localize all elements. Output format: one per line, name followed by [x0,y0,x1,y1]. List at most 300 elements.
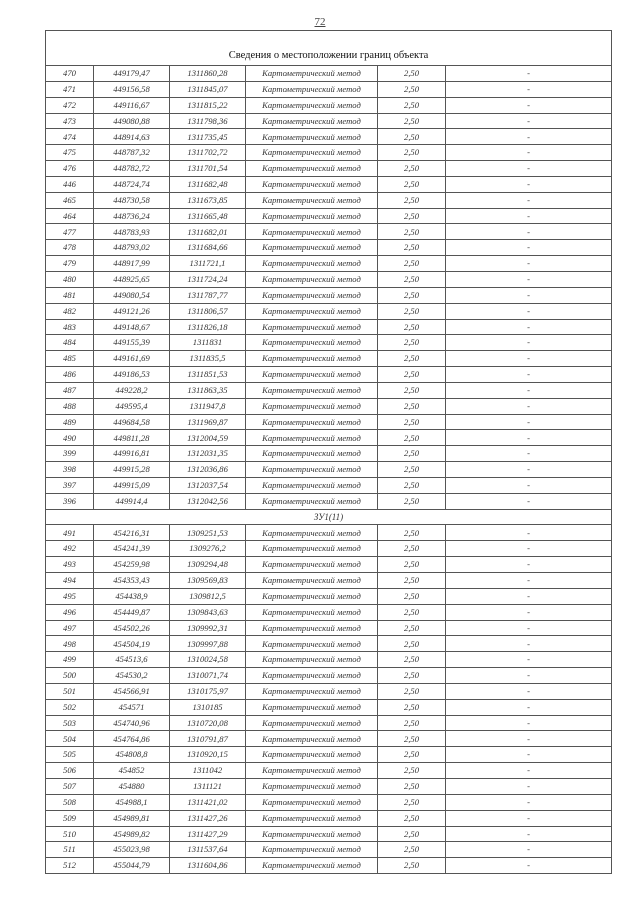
page-number: 72 [314,16,326,28]
description-cell: - [446,620,612,636]
point-number-cell: 472 [46,97,94,113]
table-body [46,31,612,874]
point-number-cell: 446 [46,176,94,192]
y-coordinate-cell: 1311682,01 [170,224,246,240]
method-cell: Картометрический метод [246,129,378,145]
point-number-cell: 501 [46,683,94,699]
point-number-cell: 507 [46,778,94,794]
description-cell: - [446,319,612,335]
method-cell: Картометрический метод [246,715,378,731]
y-coordinate-cell: 1310185 [170,699,246,715]
x-coordinate-cell: 448783,93 [94,224,170,240]
table-row [46,351,612,367]
point-number-cell: 510 [46,826,94,842]
y-coordinate-cell: 1312031,35 [170,446,246,462]
point-number-cell: 396 [46,493,94,509]
method-cell: Картометрический метод [246,97,378,113]
table-row [46,335,612,351]
point-number-cell: 464 [46,208,94,224]
accuracy-cell: 2,50 [378,335,446,351]
accuracy-cell: 2,50 [378,668,446,684]
x-coordinate-cell: 454880 [94,778,170,794]
table-row [46,636,612,652]
method-cell: Картометрический метод [246,240,378,256]
x-coordinate-cell: 454852 [94,763,170,779]
point-number-cell: 492 [46,541,94,557]
accuracy-cell: 2,50 [378,541,446,557]
description-cell: - [446,335,612,351]
y-coordinate-cell: 1311947,8 [170,398,246,414]
description-cell: - [446,240,612,256]
y-coordinate-cell: 1311604,86 [170,858,246,874]
y-coordinate-cell: 1312037,54 [170,477,246,493]
accuracy-cell: 2,50 [378,810,446,826]
point-number-cell: 498 [46,636,94,652]
method-cell: Картометрический метод [246,398,378,414]
accuracy-cell: 2,50 [378,636,446,652]
y-coordinate-cell: 1311787,77 [170,287,246,303]
method-cell: Картометрический метод [246,256,378,272]
x-coordinate-cell: 454259,98 [94,557,170,573]
point-number-cell: 471 [46,81,94,97]
description-cell: - [446,604,612,620]
method-cell: Картометрический метод [246,192,378,208]
x-coordinate-cell: 448724,74 [94,176,170,192]
y-coordinate-cell: 1309276,2 [170,541,246,557]
y-coordinate-cell: 1311798,36 [170,113,246,129]
point-number-cell: 477 [46,224,94,240]
accuracy-cell: 2,50 [378,683,446,699]
accuracy-cell: 2,50 [378,66,446,82]
point-number-cell: 487 [46,382,94,398]
point-number-cell: 499 [46,652,94,668]
y-coordinate-cell: 1309251,53 [170,525,246,541]
point-number-cell: 478 [46,240,94,256]
method-cell: Картометрический метод [246,588,378,604]
table-row [46,731,612,747]
method-cell: Картометрический метод [246,81,378,97]
table-row [46,66,612,82]
table-row [46,271,612,287]
table-row [46,430,612,446]
description-cell: - [446,224,612,240]
point-number-cell: 476 [46,161,94,177]
x-coordinate-cell: 448782,72 [94,161,170,177]
table-row [46,256,612,272]
description-cell: - [446,414,612,430]
description-cell: - [446,858,612,874]
point-number-cell: 479 [46,256,94,272]
point-number-cell: 465 [46,192,94,208]
table-row [46,763,612,779]
table-row [46,240,612,256]
table-row [46,382,612,398]
description-cell: - [446,430,612,446]
point-number-cell: 482 [46,303,94,319]
y-coordinate-cell: 1311863,35 [170,382,246,398]
x-coordinate-cell: 449179,47 [94,66,170,82]
y-coordinate-cell: 1311682,48 [170,176,246,192]
point-number-cell: 503 [46,715,94,731]
y-coordinate-cell: 1311860,28 [170,66,246,82]
x-coordinate-cell: 449595,4 [94,398,170,414]
description-cell: - [446,778,612,794]
point-number-cell: 480 [46,271,94,287]
y-coordinate-cell: 1311835,5 [170,351,246,367]
point-number-cell: 506 [46,763,94,779]
x-coordinate-cell: 454989,82 [94,826,170,842]
point-number-cell: 500 [46,668,94,684]
accuracy-cell: 2,50 [378,367,446,383]
point-number-cell: 481 [46,287,94,303]
table-row [46,652,612,668]
x-coordinate-cell: 449186,53 [94,367,170,383]
table-row [46,747,612,763]
point-number-cell: 505 [46,747,94,763]
description-cell: - [446,731,612,747]
y-coordinate-cell: 1310071,74 [170,668,246,684]
x-coordinate-cell: 454566,91 [94,683,170,699]
description-cell: - [446,398,612,414]
method-cell: Картометрический метод [246,319,378,335]
y-coordinate-cell: 1311673,85 [170,192,246,208]
accuracy-cell: 2,50 [378,256,446,272]
table-title: Сведения о местоположении границ объекта [46,31,612,66]
point-number-cell: 490 [46,430,94,446]
table-row [46,794,612,810]
method-cell: Картометрический метод [246,335,378,351]
method-cell: Картометрический метод [246,382,378,398]
x-coordinate-cell: 448917,99 [94,256,170,272]
x-coordinate-cell: 454988,1 [94,794,170,810]
point-number-cell: 509 [46,810,94,826]
x-coordinate-cell: 454504,19 [94,636,170,652]
description-cell: - [446,652,612,668]
y-coordinate-cell: 1311851,53 [170,367,246,383]
accuracy-cell: 2,50 [378,493,446,509]
accuracy-cell: 2,50 [378,113,446,129]
description-cell: - [446,477,612,493]
x-coordinate-cell: 454530,2 [94,668,170,684]
point-number-cell: 496 [46,604,94,620]
y-coordinate-cell: 1309294,48 [170,557,246,573]
method-cell: Картометрический метод [246,858,378,874]
method-cell: Картометрический метод [246,271,378,287]
method-cell: Картометрический метод [246,810,378,826]
table-row [46,462,612,478]
description-cell: - [446,145,612,161]
method-cell: Картометрический метод [246,414,378,430]
method-cell: Картометрический метод [246,541,378,557]
x-coordinate-cell: 449915,28 [94,462,170,478]
description-cell: - [446,842,612,858]
point-number-cell: 399 [46,446,94,462]
description-cell: - [446,129,612,145]
x-coordinate-cell: 448914,63 [94,129,170,145]
point-number-cell: 494 [46,573,94,589]
description-cell: - [446,256,612,272]
description-cell: - [446,573,612,589]
point-number-cell: 473 [46,113,94,129]
description-cell: - [446,113,612,129]
description-cell: - [446,192,612,208]
table-row [46,810,612,826]
accuracy-cell: 2,50 [378,747,446,763]
y-coordinate-cell: 1310791,87 [170,731,246,747]
point-number-cell: 397 [46,477,94,493]
description-cell: - [446,208,612,224]
table-row [46,493,612,509]
method-cell: Картометрический метод [246,557,378,573]
table-row [46,287,612,303]
y-coordinate-cell: 1310720,08 [170,715,246,731]
accuracy-cell: 2,50 [378,287,446,303]
description-cell: - [446,683,612,699]
x-coordinate-cell: 449156,58 [94,81,170,97]
description-cell: - [446,382,612,398]
x-coordinate-cell: 449228,2 [94,382,170,398]
accuracy-cell: 2,50 [378,414,446,430]
accuracy-cell: 2,50 [378,525,446,541]
description-cell: - [446,81,612,97]
y-coordinate-cell: 1311969,87 [170,414,246,430]
table-row [46,778,612,794]
method-cell: Картометрический метод [246,620,378,636]
y-coordinate-cell: 1312036,86 [170,462,246,478]
x-coordinate-cell: 449914,4 [94,493,170,509]
accuracy-cell: 2,50 [378,446,446,462]
method-cell: Картометрический метод [246,683,378,699]
table-row [46,446,612,462]
point-number-cell: 485 [46,351,94,367]
method-cell: Картометрический метод [246,778,378,794]
description-cell: - [446,826,612,842]
y-coordinate-cell: 1309812,5 [170,588,246,604]
method-cell: Картометрический метод [246,794,378,810]
description-cell: - [446,66,612,82]
method-cell: Картометрический метод [246,176,378,192]
accuracy-cell: 2,50 [378,842,446,858]
method-cell: Картометрический метод [246,367,378,383]
y-coordinate-cell: 1311665,48 [170,208,246,224]
table-row [46,398,612,414]
method-cell: Картометрический метод [246,493,378,509]
description-cell: - [446,668,612,684]
x-coordinate-cell: 448787,32 [94,145,170,161]
table-row [46,826,612,842]
x-coordinate-cell: 454571 [94,699,170,715]
accuracy-cell: 2,50 [378,97,446,113]
description-cell: - [446,763,612,779]
table-row [46,129,612,145]
table-row [46,715,612,731]
x-coordinate-cell: 454513,6 [94,652,170,668]
method-cell: Картометрический метод [246,826,378,842]
y-coordinate-cell: 1311724,24 [170,271,246,287]
accuracy-cell: 2,50 [378,462,446,478]
method-cell: Картометрический метод [246,287,378,303]
x-coordinate-cell: 448793,02 [94,240,170,256]
description-cell: - [446,557,612,573]
accuracy-cell: 2,50 [378,240,446,256]
table-row [46,588,612,604]
y-coordinate-cell: 1309997,88 [170,636,246,652]
point-number-cell: 484 [46,335,94,351]
x-coordinate-cell: 448736,24 [94,208,170,224]
method-cell: Картометрический метод [246,430,378,446]
table-row [46,161,612,177]
table-row [46,477,612,493]
x-coordinate-cell: 449916,81 [94,446,170,462]
accuracy-cell: 2,50 [378,763,446,779]
point-number-cell: 502 [46,699,94,715]
method-cell: Картометрический метод [246,145,378,161]
method-cell: Картометрический метод [246,525,378,541]
y-coordinate-cell: 1309843,63 [170,604,246,620]
x-coordinate-cell: 454241,39 [94,541,170,557]
method-cell: Картометрический метод [246,161,378,177]
accuracy-cell: 2,50 [378,794,446,810]
accuracy-cell: 2,50 [378,382,446,398]
x-coordinate-cell: 454740,96 [94,715,170,731]
x-coordinate-cell: 454353,43 [94,573,170,589]
table-row [46,604,612,620]
method-cell: Картометрический метод [246,668,378,684]
table-row [46,620,612,636]
accuracy-cell: 2,50 [378,145,446,161]
y-coordinate-cell: 1312042,56 [170,493,246,509]
accuracy-cell: 2,50 [378,224,446,240]
table-row [46,303,612,319]
accuracy-cell: 2,50 [378,699,446,715]
x-coordinate-cell: 449161,69 [94,351,170,367]
method-cell: Картометрический метод [246,636,378,652]
description-cell: - [446,351,612,367]
table-row [46,414,612,430]
table-row [46,557,612,573]
point-number-cell: 483 [46,319,94,335]
y-coordinate-cell: 1310024,58 [170,652,246,668]
method-cell: Картометрический метод [246,652,378,668]
accuracy-cell: 2,50 [378,398,446,414]
table-row [46,208,612,224]
table-row [46,145,612,161]
x-coordinate-cell: 454438,9 [94,588,170,604]
accuracy-cell: 2,50 [378,715,446,731]
description-cell: - [446,271,612,287]
table-row [46,319,612,335]
description-cell: - [446,367,612,383]
method-cell: Картометрический метод [246,446,378,462]
method-cell: Картометрический метод [246,224,378,240]
y-coordinate-cell: 1310920,15 [170,747,246,763]
point-number-cell: 512 [46,858,94,874]
accuracy-cell: 2,50 [378,573,446,589]
x-coordinate-cell: 454502,26 [94,620,170,636]
accuracy-cell: 2,50 [378,319,446,335]
y-coordinate-cell: 1311427,26 [170,810,246,826]
y-coordinate-cell: 1311815,22 [170,97,246,113]
accuracy-cell: 2,50 [378,303,446,319]
table-title-row [46,31,612,66]
point-number-cell: 491 [46,525,94,541]
accuracy-cell: 2,50 [378,81,446,97]
y-coordinate-cell: 1311806,57 [170,303,246,319]
table-row [46,541,612,557]
description-cell: - [446,493,612,509]
y-coordinate-cell: 1311721,1 [170,256,246,272]
description-cell: - [446,303,612,319]
method-cell: Картометрический метод [246,699,378,715]
description-cell: - [446,446,612,462]
table-row [46,97,612,113]
method-cell: Картометрический метод [246,462,378,478]
y-coordinate-cell: 1311701,54 [170,161,246,177]
description-cell: - [446,525,612,541]
description-cell: - [446,699,612,715]
y-coordinate-cell: 1311684,66 [170,240,246,256]
section-label: ЗУ1(11) [46,509,612,525]
method-cell: Картометрический метод [246,303,378,319]
description-cell: - [446,636,612,652]
description-cell: - [446,97,612,113]
point-number-cell: 493 [46,557,94,573]
accuracy-cell: 2,50 [378,271,446,287]
accuracy-cell: 2,50 [378,652,446,668]
point-number-cell: 495 [46,588,94,604]
point-number-cell: 508 [46,794,94,810]
method-cell: Картометрический метод [246,747,378,763]
description-cell: - [446,176,612,192]
method-cell: Картометрический метод [246,842,378,858]
x-coordinate-cell: 448925,65 [94,271,170,287]
description-cell: - [446,541,612,557]
x-coordinate-cell: 454449,87 [94,604,170,620]
point-number-cell: 474 [46,129,94,145]
method-cell: Картометрический метод [246,477,378,493]
y-coordinate-cell: 1311421,02 [170,794,246,810]
table-row [46,525,612,541]
method-cell: Картометрический метод [246,66,378,82]
method-cell: Картометрический метод [246,113,378,129]
point-number-cell: 398 [46,462,94,478]
y-coordinate-cell: 1311845,07 [170,81,246,97]
x-coordinate-cell: 449155,39 [94,335,170,351]
point-number-cell: 489 [46,414,94,430]
x-coordinate-cell: 454216,31 [94,525,170,541]
accuracy-cell: 2,50 [378,351,446,367]
table-row [46,858,612,874]
description-cell: - [446,715,612,731]
accuracy-cell: 2,50 [378,858,446,874]
accuracy-cell: 2,50 [378,604,446,620]
accuracy-cell: 2,50 [378,588,446,604]
table-row [46,367,612,383]
method-cell: Картометрический метод [246,573,378,589]
accuracy-cell: 2,50 [378,192,446,208]
description-cell: - [446,810,612,826]
point-number-cell: 504 [46,731,94,747]
point-number-cell: 488 [46,398,94,414]
table-row [46,668,612,684]
accuracy-cell: 2,50 [378,129,446,145]
x-coordinate-cell: 449116,67 [94,97,170,113]
point-number-cell: 486 [46,367,94,383]
x-coordinate-cell: 449080,54 [94,287,170,303]
y-coordinate-cell: 1309569,83 [170,573,246,589]
accuracy-cell: 2,50 [378,208,446,224]
y-coordinate-cell: 1310175,97 [170,683,246,699]
